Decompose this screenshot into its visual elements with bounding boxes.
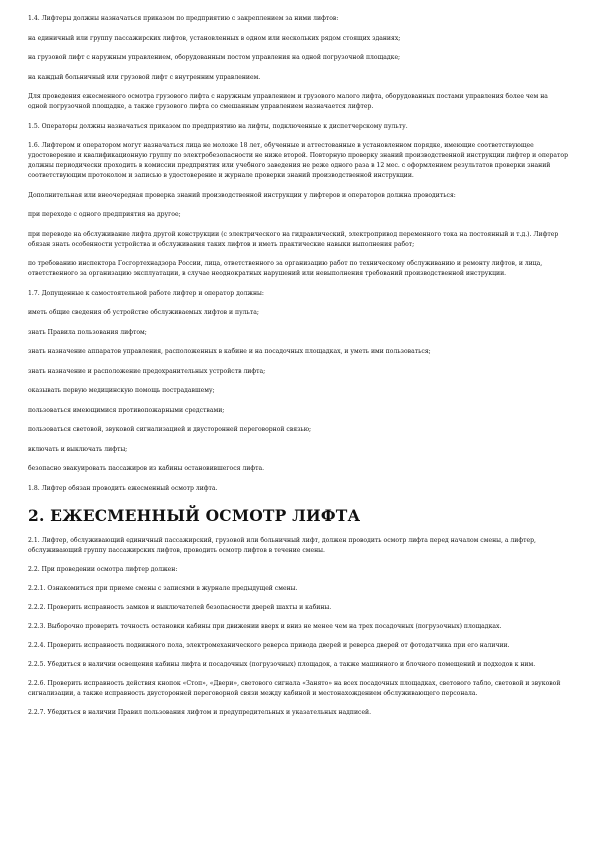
paragraph-list-item: включать и выключать лифты; [28,445,128,453]
paragraph-1-5: 1.5. Операторы должны назначаться приказом по предприятию на лифты, подключенные к диспетчерскому пульту. [28,122,408,130]
paragraph-2-2-4: 2.2.4. Проверить исправность подвижного пола, электромеханического реверса привода дверей и реверса дверей от фотодатчика при его наличии. [28,641,510,649]
paragraph-1-8: 1.8. Лифтер обязан проводить ежесменный осмотр лифта. [28,484,218,492]
paragraph-2-1: 2.1. Лифтер, обслуживающий единичный пассажирский, грузовой или больничный лифт, должен проводить осмотр лифта перед началом смены, а лифтер, обслуживающий группу пассажирских лифтов, проводить осмотр лифтов в течение смены. [28,536,536,554]
section-1-body [28,14,568,494]
paragraph: Дополнительная или внеочередная проверка знаний производственной инструкции у лифтеров и операторов должна проводиться: [28,191,456,199]
paragraph-list-item: пользоваться имеющимися противопожарными средствами; [28,406,225,414]
paragraph-list-item: знать назначение и расположение предохранительных устройств лифта; [28,367,266,375]
paragraph-list-item: на грузовой лифт с наружным управлением, оборудованным постом управления на одной погрузочной площадке; [28,54,401,61]
paragraph-2-2-6: 2.2.6. Проверить исправность действия кнопок «Стоп», «Двери», светового сигнала «Занято» на всех посадочных площадках, светового табло, световой и звуковой сигнализации, а также исправность двусторонней переговорной связи между кабиной и местонахождением обслуживающего персонала. [28,679,561,697]
paragraph-list-item: пользоваться световой, звуковой сигнализацией и двусторонней переговорной связью; [28,426,312,433]
paragraph-list-item: при переводе на обслуживание лифта другой конструкции (с электрического на гидравлический, электропривод переменного тока на постоянный и т.д.). Лифтер обязан знать особенности устройства и обслуживания таких лифтов и иметь практические навыки выполнения работ; [28,230,559,248]
paragraph-list-item: знать назначение аппаратов управления, расположенных в кабине и на посадочных площадках, и уметь ими пользоваться; [28,348,431,355]
section-heading: 2. ЕЖЕСМЕННЫЙ ОСМОТР ЛИФТА [28,505,361,525]
section-2-body [28,536,568,718]
document-page [28,14,568,727]
paragraph-list-item: на каждый больничный или грузовой лифт с внутренним управлением. [28,73,261,81]
paragraph-list-item: на единичный или группу пассажирских лифтов, установленных в одном или нескольких рядом стоящих зданиях; [28,34,401,42]
paragraph-list-item: иметь общие сведения об устройстве обслуживаемых лифтов и пульта; [28,309,259,316]
paragraph-2-2-2: 2.2.2. Проверить исправность замков и выключателей безопасности дверей шахты и кабины. [28,603,332,611]
paragraph-1-7: 1.7. Допущенные к самостоятельной работе лифтер и оператор должны: [28,289,264,297]
paragraph-2-2-3: 2.2.3. Выборочно проверить точность остановки кабины при движении вверх и вниз не менее чем на трех посадочных (погрузочных) площадках. [28,622,502,630]
paragraph-list-item: оказывать первую медицинскую помощь пострадавшему; [28,387,215,394]
paragraph-1-4: 1.4. Лифтеры должны назначаться приказом по предприятию с закреплением за ними лифтов: [28,15,339,22]
paragraph-2-2-5: 2.2.5. Убедиться в наличии освещения кабины лифта и посадочных (погрузочных) площадок, а также машинного и блочного помещений и подходов к ним. [28,660,536,668]
paragraph-1-6: 1.6. Лифтером и оператором могут назначаться лица не моложе 18 лет, обученные и аттестованные в установленном порядке, имеющие соответствующее удостоверение и квалификационную группу по электробезопасности не ниже второй. Повторную проверку знаний производственной инструкции лифтер и оператор должны периодически проходить в комиссии предприятия или учебного заведения не реже одного раза в 12 мес. с оформлением результатов проверки знаний соответствующим протоколом и записью в удостоверение и журнале проверки знаний производственной инструкции. [28,142,568,179]
paragraph-2-2-1: 2.2.1. Ознакомиться при приеме смены с записями в журнале предыдущей смены. [28,584,298,592]
paragraph: Для проведения ежесменного осмотра грузового лифта с наружным управлением и грузового малого лифта, оборудованных постами управления более чем на одной погрузочной площадке, а также грузового лифта со смешанным управлением назначается лифтер. [28,93,548,110]
paragraph-2-2-7: 2.2.7. Убедиться в наличии Правил пользования лифтом и предупредительных и указательных надписей. [28,708,372,716]
paragraph-list-item: знать Правила пользования лифтом; [28,328,147,336]
paragraph-list-item: безопасно эвакуировать пассажиров из кабины остановившегося лифта. [28,465,265,472]
paragraph-2-2: 2.2. При проведении осмотра лифтер должен: [28,565,178,573]
paragraph-list-item: при переходе с одного предприятия на другое; [28,211,181,218]
paragraph-list-item: по требованию инспектора Госгортехнадзора России, лица, ответственного за организацию работ по техническому обслуживанию и ремонту лифтов, и лица, ответственного за организацию эксплуатации, в случае неоднократных нарушений или невыполнения требований производственной инструкции. [28,260,543,277]
